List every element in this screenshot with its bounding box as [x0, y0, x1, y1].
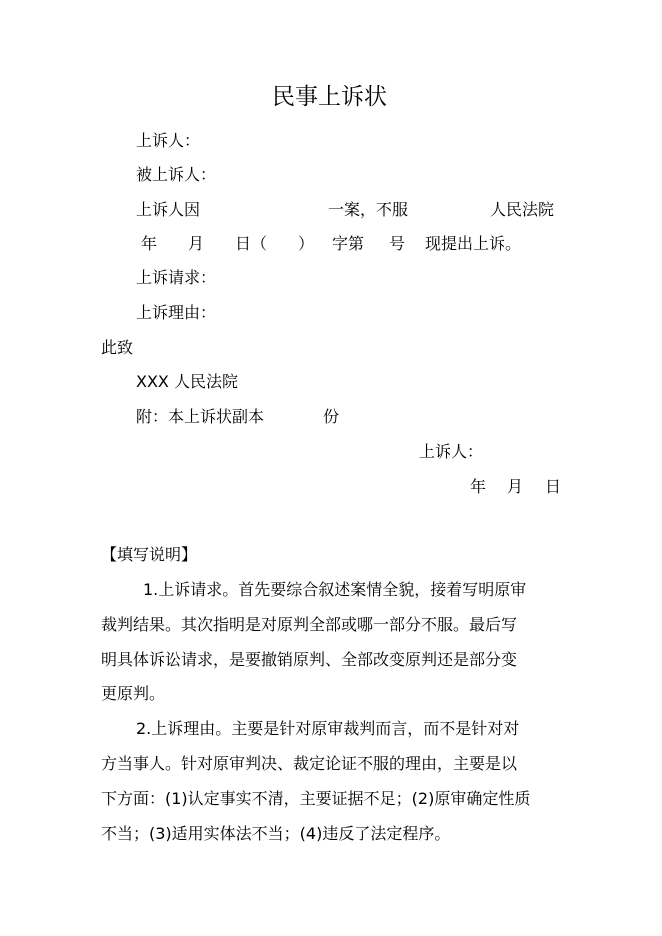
cause-text-1: 上诉人因: [136, 200, 201, 219]
sign-date-day: 日: [545, 477, 562, 496]
appellant-label: 上诉人：: [136, 131, 201, 150]
date-word-no: 字第: [332, 234, 365, 253]
sign-date-year: 年: [470, 477, 487, 496]
sign-date-month: 月: [507, 477, 524, 496]
instructions-p2-line: 下方面：(1)认定事实不清，主要证据不足；(2)原审确定性质: [101, 789, 531, 808]
document-title: 民事上诉状: [272, 84, 387, 110]
attachment-unit: 份: [323, 407, 340, 426]
appeal-text: 现提出上诉。: [425, 234, 522, 253]
instructions-p1-line: 裁判结果。其次指明是对原判全部或哪一部分不服。最后写: [101, 615, 518, 634]
cause-text-3: 人民法院: [490, 200, 555, 219]
salutation: 此致: [101, 338, 134, 357]
cause-text-2: 一案，不服: [328, 200, 409, 219]
instructions-p1-line: 明具体诉讼请求，是要撤销原判、全部改变原判还是部分变: [101, 650, 518, 669]
attachment-label: 附：本上诉状副本: [136, 407, 265, 426]
request-label: 上诉请求：: [136, 268, 217, 287]
instructions-p2-line: 方当事人。针对原审判决、裁定论证不服的理由，主要是以: [101, 754, 518, 773]
instructions-p2-line: 2.上诉理由。主要是针对原审裁判而言，而不是针对对: [136, 719, 520, 738]
date-day: 日（: [235, 234, 268, 253]
date-number: 号: [389, 234, 406, 253]
date-month: 月: [188, 234, 205, 253]
instructions-p2-line: 不当；(3)适用实体法不当；(4)违反了法定程序。: [101, 824, 451, 843]
signature-label: 上诉人：: [419, 442, 484, 461]
date-paren-close: ）: [298, 234, 315, 253]
court-name: XXX 人民法院: [136, 372, 238, 391]
appellee-label: 被上诉人：: [136, 165, 217, 184]
instructions-heading: 【填写说明】: [101, 545, 198, 564]
date-year: 年: [141, 234, 158, 253]
instructions-p1-line: 1.上诉请求。首先要综合叙述案情全貌，接着写明原审: [143, 580, 527, 599]
reason-label: 上诉理由：: [136, 303, 217, 322]
instructions-p1-line: 更原判。: [101, 684, 166, 703]
